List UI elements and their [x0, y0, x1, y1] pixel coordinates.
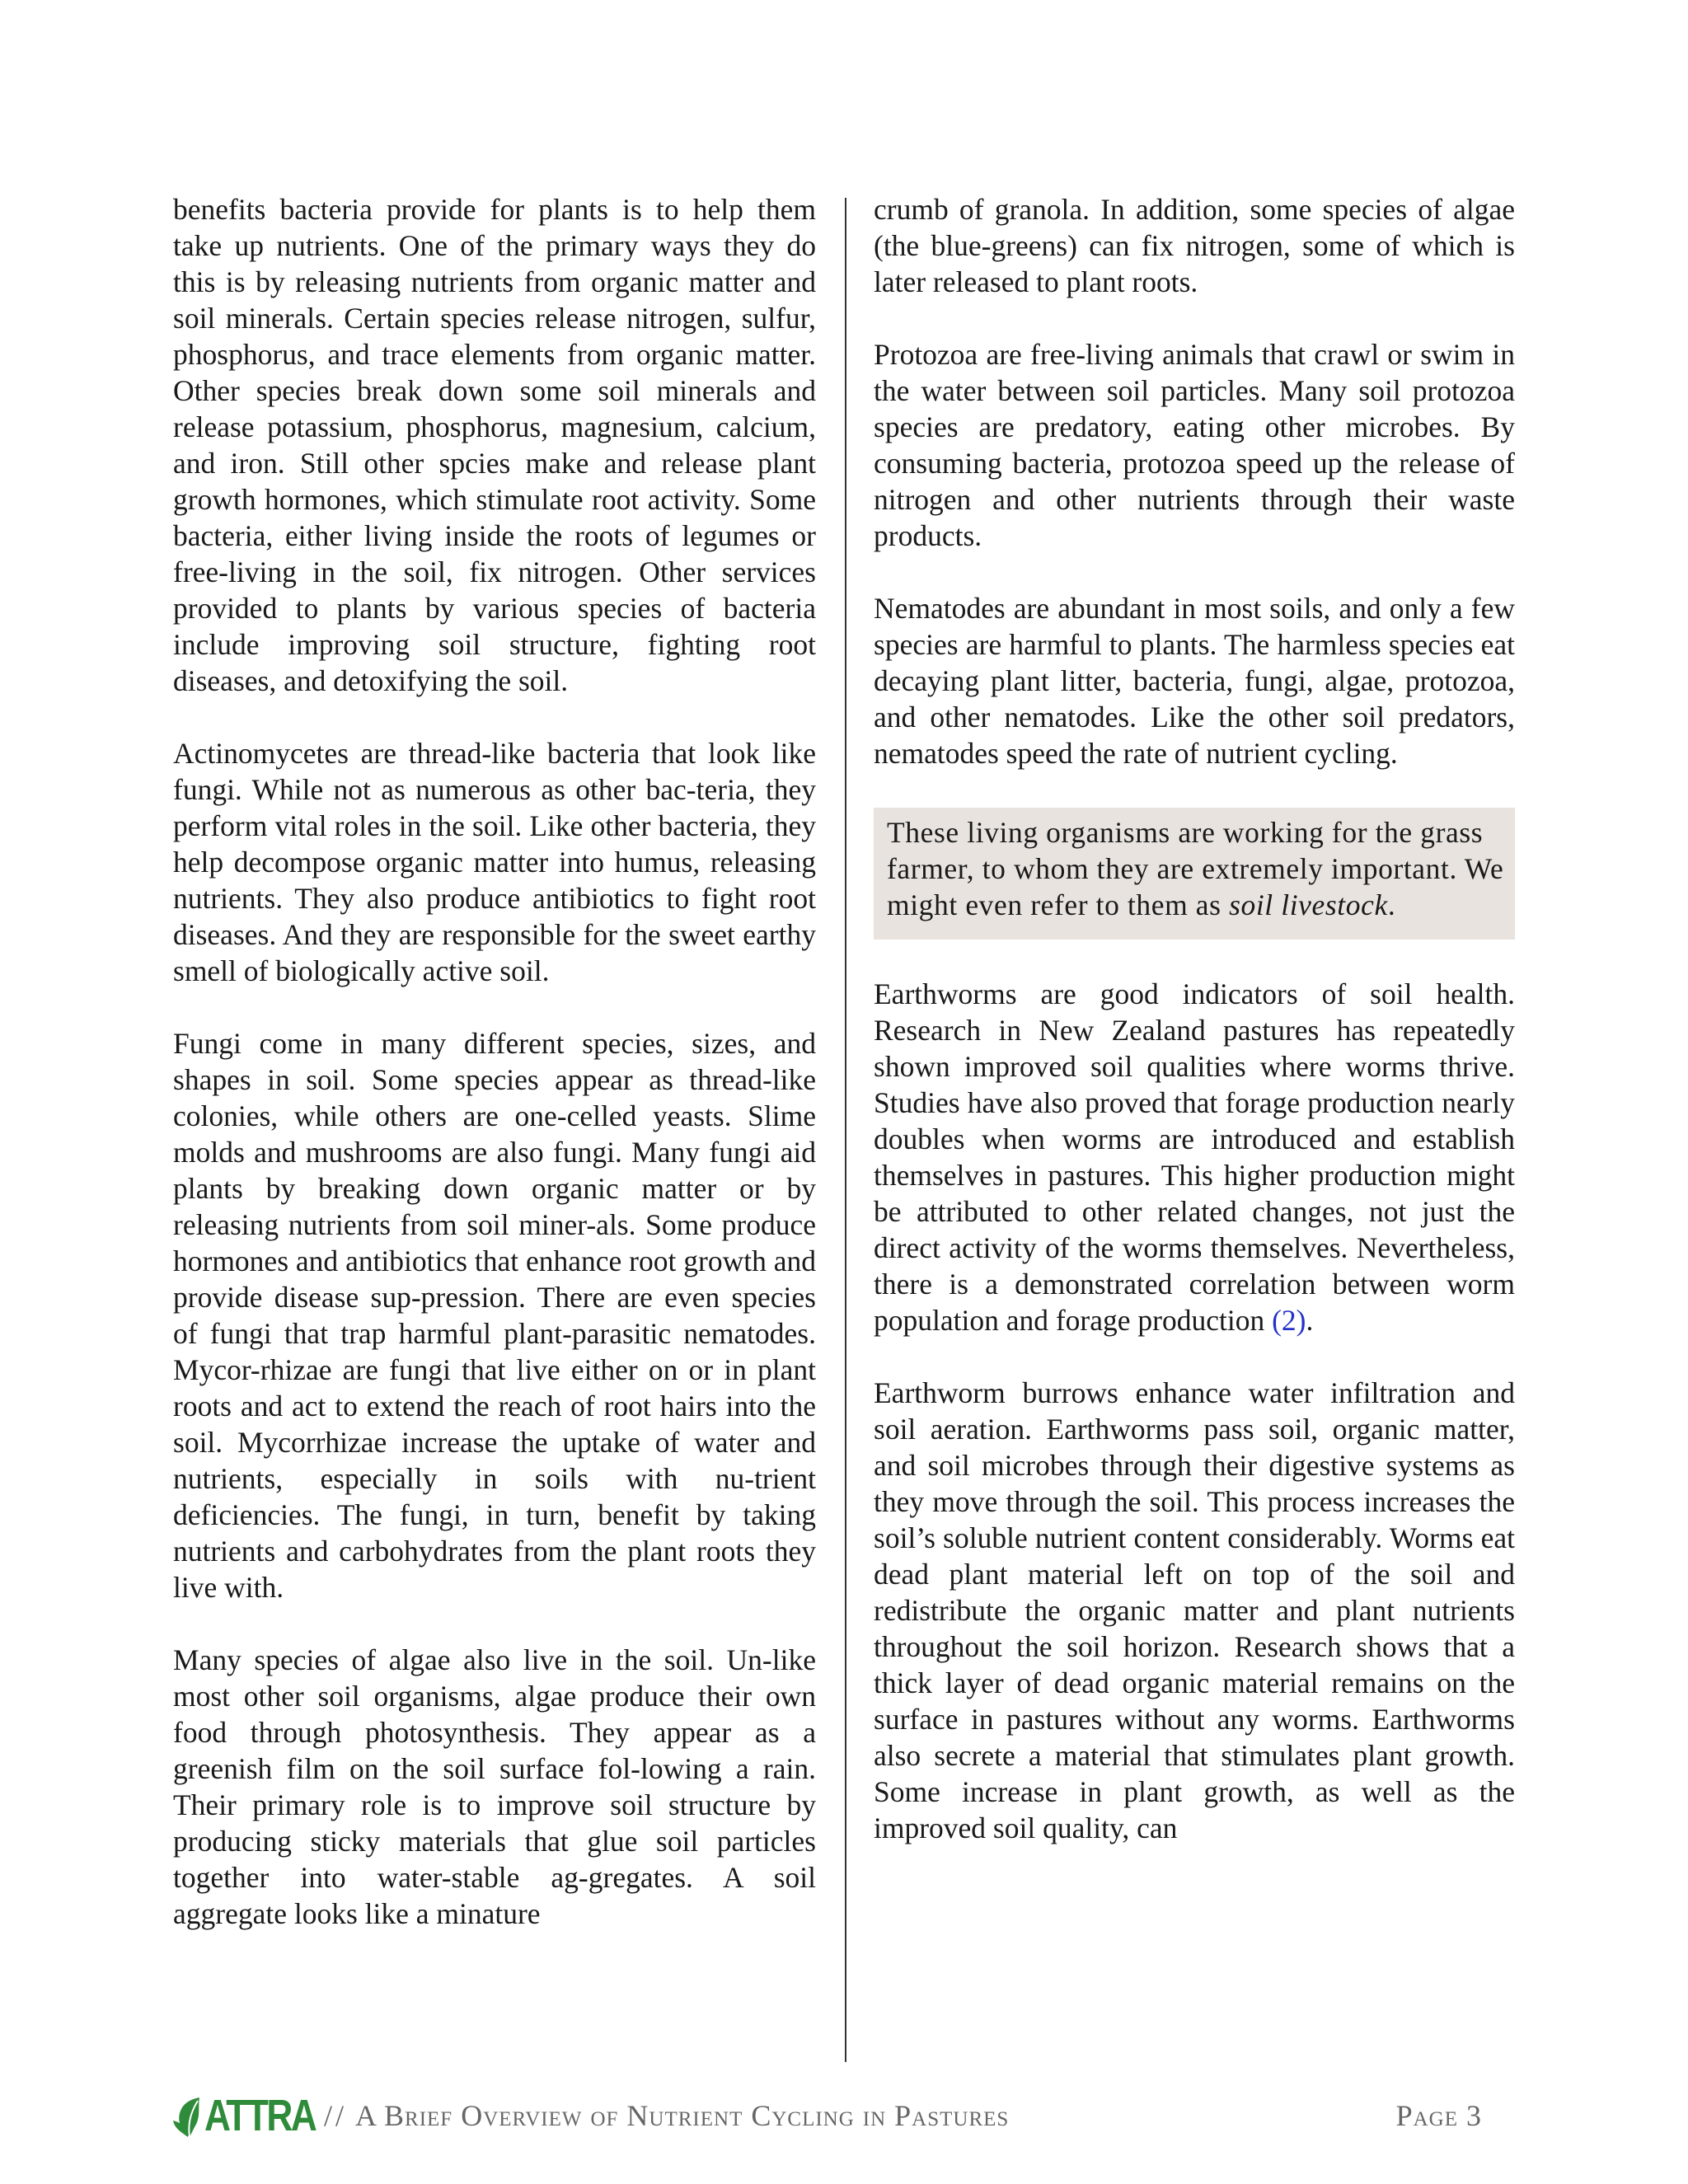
earthworms-period: . [1306, 1304, 1314, 1337]
paragraph-nematodes: Nematodes are abundant in most soils, and only a few species are harmful to plants. The harmless species eat decaying plant litter, bacteria, fungi, algae, protozoa, and other nematodes. Like the other soil predators, nematodes speed the rate of nutrient cycling. [874, 592, 1515, 770]
right-column [874, 191, 1515, 1846]
left-column [173, 191, 816, 1932]
paragraph-algae: Many species of algae also live in the soil. Un-like most other soil organisms, algae produce their own food through photosynthesis. They appear as a greenish film on the soil surface fol-lowing a rain. Their primary role is to improve soil structure by producing sticky materials that glue soil particles together into water-stable ag-gregates. A soil aggregate looks like a minature [173, 1643, 816, 1930]
logo-wordmark: ATTRA [204, 2091, 316, 2140]
footer-separator: // [324, 2099, 348, 2132]
paragraph-protozoa: Protozoa are free-living animals that crawl or swim in the water between soil particles. Many soil protozoa species are predatory, eating other microbes. By consuming bacteria, protozoa speed up the release of nitrogen and other nutrients through their waste products. [874, 338, 1515, 552]
callout-italic-term: soil livestock [1229, 888, 1388, 921]
paragraph-fungi: Fungi come in many different species, sizes, and shapes in soil. Some species appear as thread-like colonies, while others are one-celled yeasts. Slime molds and mushrooms are also fungi. Many fungi aid plants by breaking down organic matter or by releasing nutrients from soil miner-als. Some produce hormones and antibiotics that enhance root growth and provide disease sup-pression. There are even species of fungi that trap harmful plant-parasitic nematodes. Mycor-rhizae are fungi that live either on or in plant roots and act to extend the reach of root hairs into the soil. Mycorrhizae increase the uptake of water and nutrients, especially in soils with nu-trient deficiencies. The fungi, in turn, benefit by taking nutrients and carbohydrates from the plant roots they live with. [173, 1027, 816, 1604]
column-divider [845, 198, 846, 2062]
leaf-logo-icon [173, 2096, 206, 2139]
callout-box [874, 808, 1515, 940]
paragraph-algae-continued: crumb of granola. In addition, some species of algae (the blue-greens) can fix nitrogen, some of which is later released to plant roots. [874, 193, 1515, 298]
paragraph-bacteria-benefits: benefits bacteria provide for plants is to help them take up nutrients. One of the primary ways they do this is by releasing nutrients from organic matter and soil minerals. Certain species release nitrogen, sulfur, phosphorus, and trace elements from organic matter. Other species break down some soil minerals and release potassium, phosphorus, magnesium, calcium, and iron. Still other spcies make and release plant growth hormones, which stimulate root activity. Some bacteria, either living inside the roots of legumes or free-living in the soil, fix nitrogen. Other services provided to plants by various species of bacteria include improving soil structure, fighting root diseases, and detoxifying the soil. [173, 193, 816, 697]
paragraph-actinomycetes: Actinomycetes are thread-like bacteria that look like fungi. While not as numerous as other bac-teria, they perform vital roles in the soil. Like other bacteria, they help decompose organic matter into humus, releasing nutrients. They also produce antibiotics to fight root diseases. And they are responsible for the sweet earthy smell of biologically active soil. [173, 737, 816, 987]
callout-text: These living organisms are working for the grass farmer, to whom they are extremely important. We might even refer to them as [887, 816, 1504, 921]
series-title [324, 2097, 1009, 2134]
callout-period: . [1387, 888, 1396, 921]
attra-logo [173, 2089, 340, 2139]
citation-link[interactable]: (2) [1272, 1304, 1306, 1337]
page-number: Page 3 [1395, 2099, 1482, 2132]
paragraph-earthworm-burrows: Earthworm burrows enhance water infiltration and soil aeration. Earthworms pass soil, organic matter, and soil microbes through their digestive systems as they move through the soil. This process increases the soil’s soluble nutrient content considerably. Worms eat dead plant material left on top of the soil and redistribute the organic matter and plant nutrients throughout the soil horizon. Research shows that a thick layer of dead organic material remains on the surface in pastures without any worms. Earthworms also secrete a material that stimulates plant growth. Some increase in plant growth, as well as the improved soil quality, can [874, 1376, 1515, 1844]
series-title-text: A Brief Overview of Nutrient Cycling in Pastures [355, 2099, 1010, 2132]
earthworms-text: Earthworms are good indicators of soil health. Research in New Zealand pastures has repeatedly shown improved soil qualities where worms thrive. Studies have also proved that forage production nearly doubles when worms are introduced and establish themselves in pastures. This higher production might be attributed to other related changes, not just the direct activity of the worms themselves. Nevertheless, there is a demonstrated correlation between worm population and forage production [874, 977, 1515, 1337]
page-footer [173, 2089, 1525, 2139]
paragraph-earthworms [874, 976, 1515, 1338]
